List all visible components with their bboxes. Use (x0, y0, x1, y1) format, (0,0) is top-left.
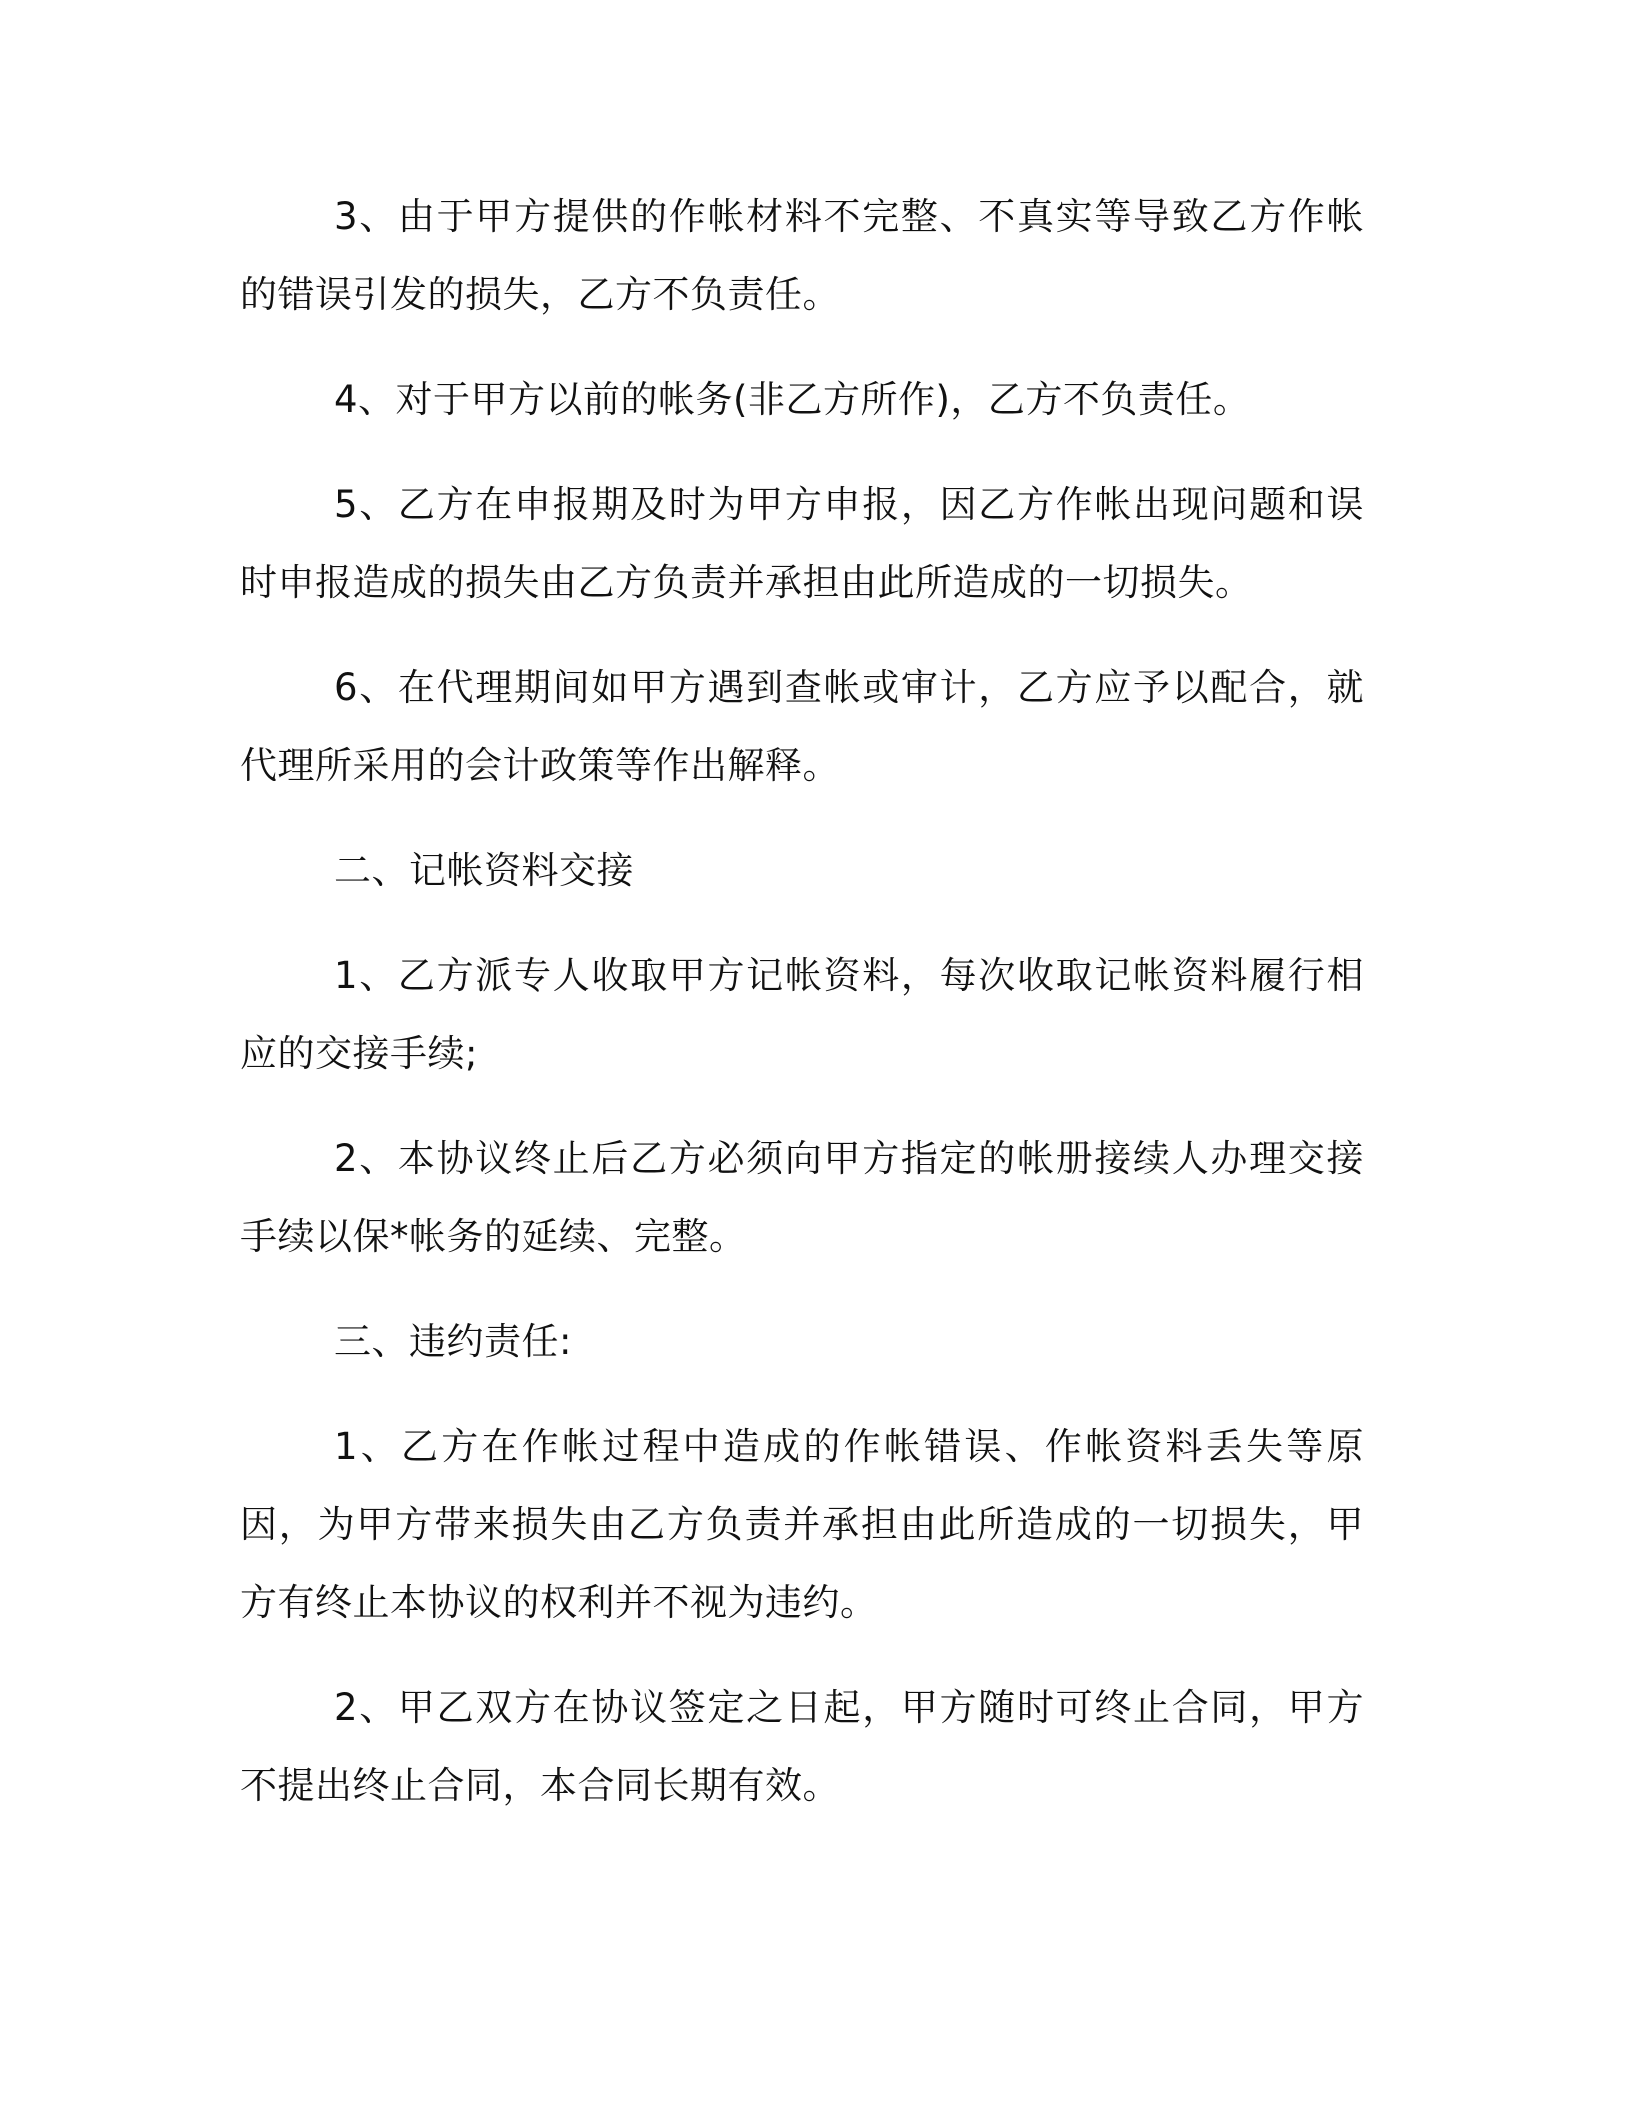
clause-5-paragraph: 5、乙方在申报期及时为甲方申报，因乙方作帐出现问题和误时申报造成的损失由乙方负责并承担由此所造成的一切损失。 (240, 483, 1364, 604)
section-3-clause-1-paragraph: 1、乙方在作帐过程中造成的作帐错误、作帐资料丢失等原因，为甲方带来损失由乙方负责并承担由此所造成的一切损失，甲方有终止本协议的权利并不视为违约。 (240, 1425, 1364, 1624)
clause-4-paragraph: 4、对于甲方以前的帐务(非乙方所作)，乙方不负责任。 (334, 378, 1251, 421)
document-body (240, 178, 1364, 1825)
section-3-clause-2-paragraph: 2、甲乙双方在协议签定之日起，甲方随时可终止合同，甲方不提出终止合同，本合同长期有效。 (240, 1686, 1364, 1807)
clause-6-paragraph: 6、在代理期间如甲方遇到查帐或审计，乙方应予以配合，就代理所采用的会计政策等作出解释。 (240, 666, 1364, 787)
section-2-clause-1-paragraph: 1、乙方派专人收取甲方记帐资料，每次收取记帐资料履行相应的交接手续; (240, 954, 1364, 1075)
section-2-heading: 二、记帐资料交接 (334, 849, 634, 892)
section-2-clause-2-paragraph: 2、本协议终止后乙方必须向甲方指定的帐册接续人办理交接手续以保*帐务的延续、完整。 (240, 1137, 1364, 1258)
clause-3-paragraph: 3、由于甲方提供的作帐材料不完整、不真实等导致乙方作帐的错误引发的损失，乙方不负责任。 (240, 195, 1364, 316)
section-3-heading: 三、违约责任: (334, 1320, 572, 1363)
